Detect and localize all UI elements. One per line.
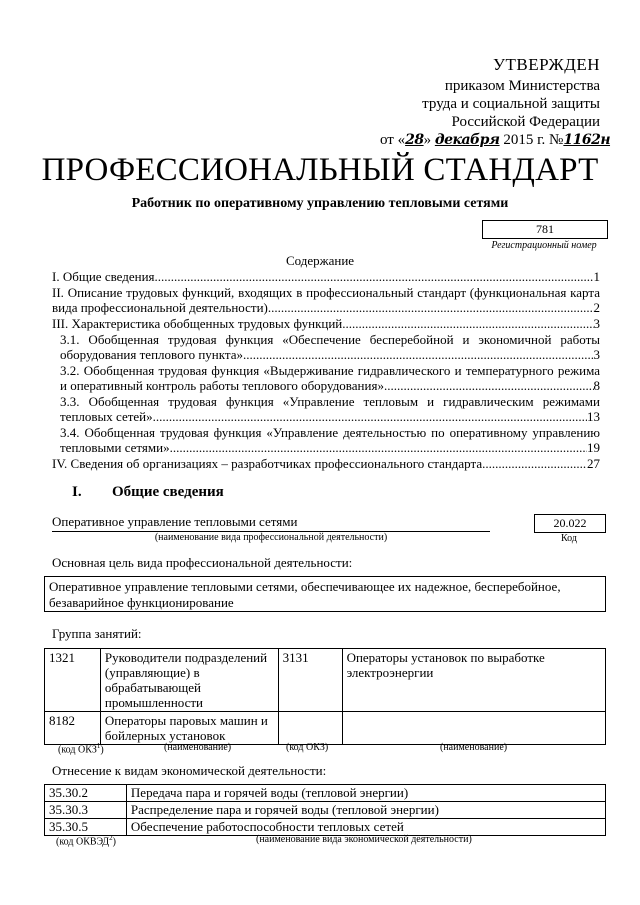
table-row [45, 802, 606, 819]
purpose-box: Оперативное управление тепловыми сетями, обеспечивающее их надежное, бесперебойное, безаварийное функционирование [44, 576, 606, 612]
okved-code: 35.30.3 [45, 802, 127, 819]
toc-entry-3-4[interactable] [52, 425, 600, 455]
occ-caption-name-1: (наименование) [164, 742, 232, 753]
section-number: I. [72, 484, 82, 500]
toc-leader [268, 300, 594, 315]
toc-entry-3-2[interactable] [52, 363, 600, 393]
table-row [45, 649, 606, 712]
footnote-mark: 1 [96, 742, 101, 750]
activity-code-box: 20.022 [534, 514, 606, 533]
toc-leader [342, 316, 593, 331]
toc-text-first: II. Описание трудовых функций, входящих в профессиональный стандарт (функциональная карта [52, 285, 600, 300]
date-prefix: от « [380, 132, 406, 148]
document-subtitle: Работник по оперативному управлению тепловыми сетями [131, 196, 509, 211]
occ-code [278, 712, 342, 745]
toc-entry-2[interactable] [52, 285, 600, 315]
activity-name: Оперативное управление тепловыми сетями [52, 514, 490, 532]
toc-text-first: 3.4. Обобщенная трудовая функция «Управление деятельностью по оперативному управлению [60, 425, 600, 440]
registration-number-label: Регистрационный номер [491, 240, 597, 251]
occ-code: 1321 [45, 649, 101, 712]
okved-code: 35.30.2 [45, 785, 127, 802]
occ-name: Руководители подразделений (управляющие) в обрабатывающей промышленности [100, 649, 278, 712]
toc-text-last: тепловыми сетями» [60, 440, 170, 455]
registration-number-box: 781 [482, 220, 608, 239]
toc-text-last: вида профессиональной деятельности) [52, 300, 268, 315]
okved-name: Передача пара и горячей воды (тепловой энергии) [126, 785, 605, 802]
toc-leader [153, 409, 587, 424]
toc-text-last: тепловых сетей» [60, 409, 153, 424]
table-of-contents [52, 269, 600, 472]
table-row [45, 819, 606, 836]
toc-page: 13 [587, 409, 600, 424]
toc-leader [243, 347, 594, 362]
toc-leader [155, 269, 594, 284]
activity-caption: (наименование вида профессиональной деятельности) [154, 532, 388, 543]
occupations-table [44, 648, 606, 745]
toc-page: 1 [593, 269, 600, 284]
date-day: 28 [405, 132, 424, 148]
occ-name: Операторы паровых машин и бойлерных установок [100, 712, 278, 745]
toc-page: 27 [587, 456, 600, 471]
document-title: ПРОФЕССИОНАЛЬНЫЙ СТАНДАРТ [41, 152, 599, 188]
toc-text-first: 3.2. Обобщенная трудовая функция «Выдерживание гидравлического и температурного режима [60, 363, 600, 378]
toc-entry-3-3[interactable] [52, 394, 600, 424]
toc-page: 19 [587, 440, 600, 455]
occ-name [342, 712, 605, 745]
approval-line-1: приказом Министерства [444, 78, 600, 94]
occ-name: Операторы установок по выработке электроэнергии [342, 649, 605, 712]
order-number: 1162н [563, 132, 611, 148]
toc-text: III. Характеристика обобщенных трудовых функций [52, 316, 343, 331]
toc-entry-4[interactable] [52, 456, 600, 471]
toc-text: IV. Сведения об организациях – разработчиках профессионального стандарта [52, 456, 483, 471]
contents-title: Содержание [285, 253, 355, 268]
footnote-mark: 2 [109, 834, 113, 842]
toc-leader [170, 440, 587, 455]
toc-text-first: 3.1. Обобщенная трудовая функция «Обеспечение бесперебойной и экономичной работы [60, 332, 600, 347]
date-year: 2015 г. № [503, 132, 564, 148]
toc-page: 3 [593, 347, 600, 362]
econ-caption-code: (код ОКВЭД$^2$) [56, 834, 116, 848]
toc-leader [482, 456, 587, 471]
date-month: декабря [434, 132, 500, 148]
economic-activity-table [44, 784, 606, 836]
toc-page: 3 [593, 316, 600, 331]
occ-caption-name-2: (наименование) [440, 742, 508, 753]
date-mid: » [423, 132, 432, 148]
econ-label: Отнесение к видам экономической деятельности: [52, 763, 327, 778]
occ-code: 8182 [45, 712, 101, 745]
toc-text: I. Общие сведения [52, 269, 155, 284]
toc-text-last: оборудования теплового пункта» [60, 347, 243, 362]
okved-code: 35.30.5 [45, 819, 127, 836]
approval-title: УТВЕРЖДЕН [493, 55, 600, 74]
approval-block [380, 55, 611, 149]
toc-text-last: и оперативный контроль работы теплового оборудования» [60, 378, 384, 393]
section-heading [72, 484, 224, 501]
toc-entry-1[interactable] [52, 269, 600, 284]
okved-name: Обеспечение работоспособности тепловых сетей [126, 819, 605, 836]
activity-code-label: Код [561, 533, 577, 544]
purpose-label: Основная цель вида профессиональной деятельности: [52, 555, 353, 570]
group-label: Группа занятий: [52, 626, 142, 641]
toc-page: 8 [593, 378, 600, 393]
econ-caption-name: (наименование вида экономической деятельности) [256, 834, 472, 845]
toc-text-first: 3.3. Обобщенная трудовая функция «Управление тепловым и гидравлическим режимами [60, 394, 600, 409]
toc-entry-3-1[interactable] [52, 332, 600, 362]
approval-line-3: Российской Федерации [451, 114, 600, 130]
toc-leader [384, 378, 594, 393]
table-row [45, 712, 606, 745]
approval-line-2: труда и социальной защиты [422, 96, 600, 112]
approval-date-line [380, 131, 611, 149]
occ-caption-code-1: (код ОКЗ$^1$) [58, 742, 104, 756]
occ-caption-code-2: (код ОКЗ) [286, 742, 329, 753]
toc-page: 2 [593, 300, 600, 315]
table-row [45, 785, 606, 802]
occ-code: 3131 [278, 649, 342, 712]
okved-name: Распределение пара и горячей воды (тепловой энергии) [126, 802, 605, 819]
section-title: Общие сведения [112, 484, 224, 500]
toc-entry-3[interactable] [52, 316, 600, 331]
